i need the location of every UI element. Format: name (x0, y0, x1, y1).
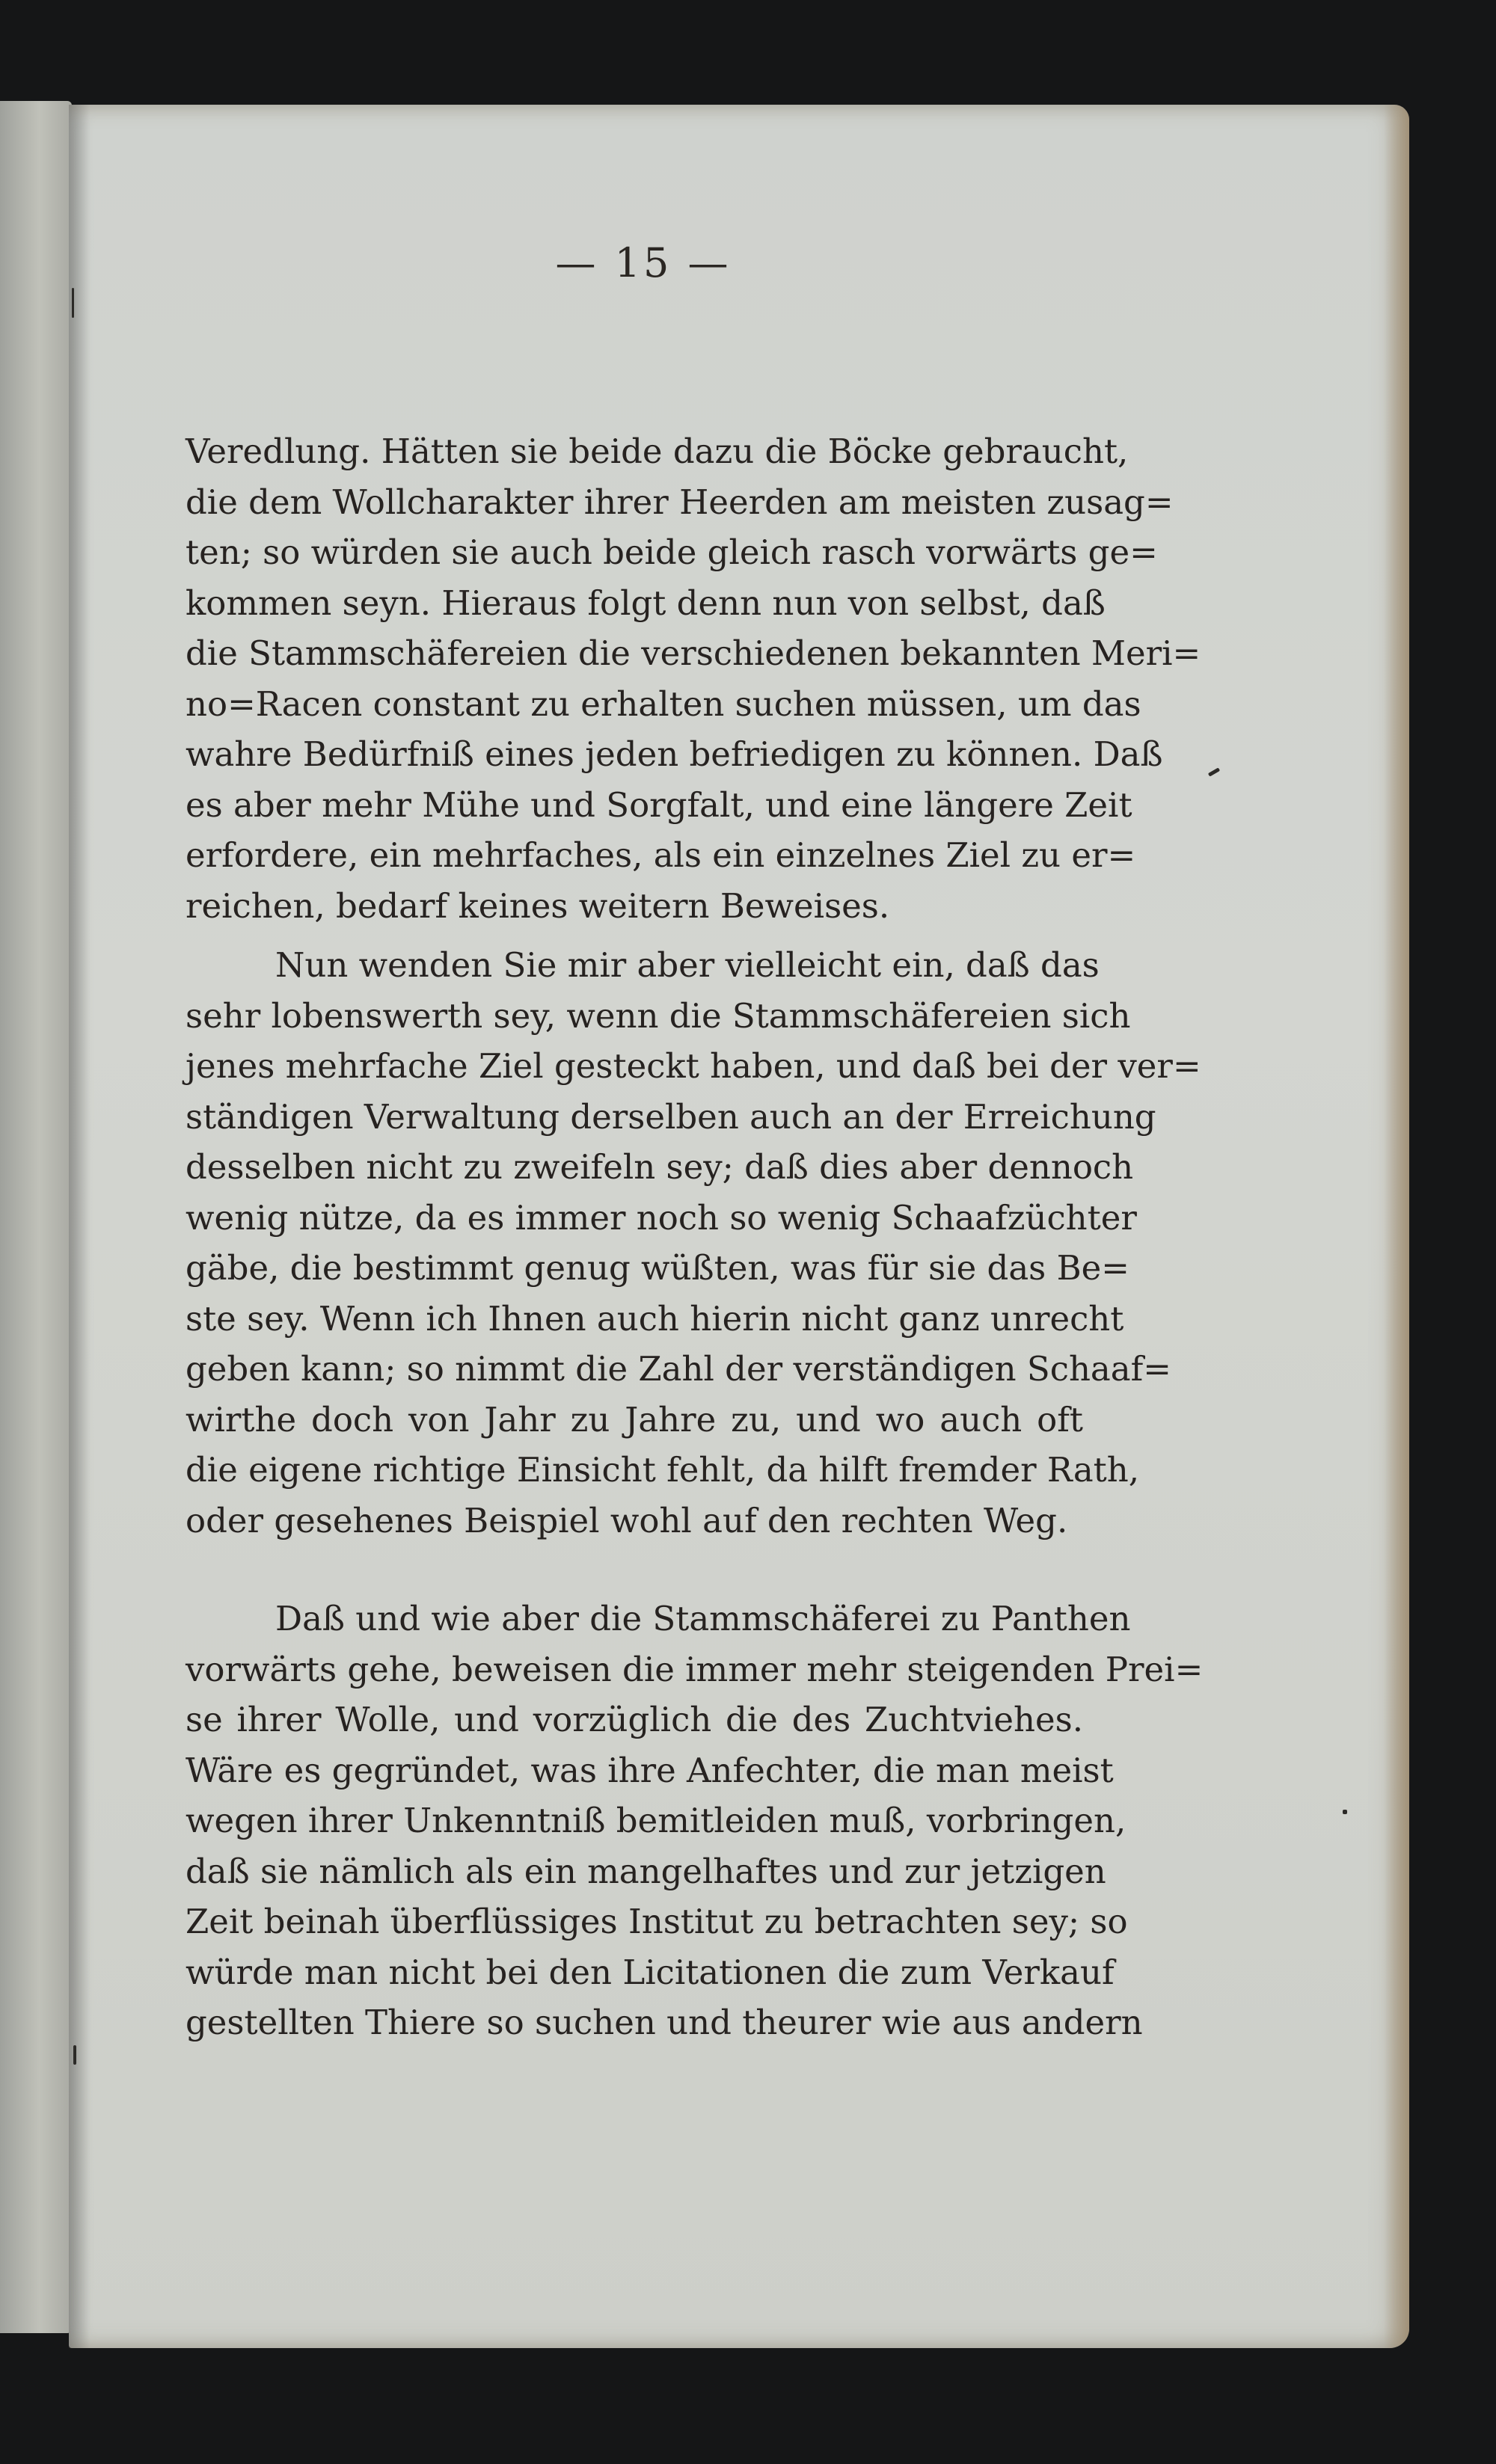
text-line: Veredlung. Hätten sie beide dazu die Böcke gebraucht, (186, 431, 1129, 471)
paragraph-3 (186, 1594, 1204, 2048)
text-line: no=Racen constant zu erhalten suchen müssen, um das (186, 683, 1141, 724)
text-line: erfordere, ein mehrfaches, als ein einzelnes Ziel zu er= (186, 835, 1136, 875)
ink-speck (72, 288, 74, 318)
text-line: gestellten Thiere so suchen und theurer wie aus andern (186, 2003, 1143, 2042)
text-line: gäbe, die bestimmt genug wüßten, was für sie das Be= (186, 1248, 1129, 1288)
body-text (186, 426, 1204, 2048)
text-line: wirthe doch von Jahr zu Jahre zu, und wo auch oft (186, 1399, 1083, 1440)
page-number-header: — 15 — (555, 239, 732, 286)
paragraph-spacer (186, 1546, 1083, 1594)
text-line: vorwärts gehe, beweisen die immer mehr steigenden Prei= (186, 1649, 1204, 1689)
text-line: die dem Wollcharakter ihrer Heerden am meisten zusag= (186, 482, 1174, 522)
text-line: daß sie nämlich als ein mangelhaftes und zur jetzigen (186, 1851, 1106, 1891)
text-line: würde man nicht bei den Licitationen die zum Verkauf (186, 1952, 1115, 1992)
text-line: desselben nicht zu zweifeln sey; daß dies aber dennoch (186, 1147, 1134, 1187)
text-line: reichen, bedarf keines weitern Beweises. (186, 885, 890, 926)
text-line: die eigene richtige Einsicht fehlt, da hilft fremder Rath, (186, 1450, 1140, 1490)
text-line: sehr lobenswerth sey, wenn die Stammschäfereien sich (186, 995, 1131, 1036)
gutter-shadow (69, 105, 90, 2348)
text-line: ten; so würden sie auch beide gleich rasch vorwärts ge= (186, 532, 1158, 572)
text-line: Zeit beinah überflüssiges Institut zu betrachten sey; so (186, 1902, 1128, 1941)
text-line: se ihrer Wolle, und vorzüglich die des Zuchtviehes. (186, 1700, 1083, 1739)
text-line: ständigen Verwaltung derselben auch an der Erreichung (186, 1096, 1156, 1137)
ink-speck (1343, 1810, 1347, 1814)
text-line: Wäre es gegründet, was ihre Anfechter, die man meist (186, 1750, 1114, 1790)
text-line: ste sey. Wenn ich Ihnen auch hierin nicht ganz unrecht (186, 1298, 1124, 1339)
text-line: oder gesehenes Beispiel wohl auf den rechten Weg. (186, 1500, 1068, 1540)
paragraph-spacer (186, 931, 1083, 940)
page-edge-discoloration (1384, 105, 1409, 2348)
text-line: Daß und wie aber die Stammschäferei zu Panthen (275, 1599, 1131, 1638)
facing-page-edge (0, 101, 72, 2333)
text-line: die Stammschäfereien die verschiedenen bekannten Meri= (186, 633, 1201, 673)
text-line: jenes mehrfache Ziel gesteckt haben, und daß bei der ver= (186, 1046, 1201, 1086)
text-line: es aber mehr Mühe und Sorgfalt, und eine längere Zeit (186, 784, 1132, 825)
text-line: wenig nütze, da es immer noch so wenig Schaafzüchter (186, 1197, 1137, 1238)
text-line: Nun wenden Sie mir aber vielleicht ein, daß das (275, 945, 1100, 985)
text-line: wegen ihrer Unkenntniß bemitleiden muß, vorbringen, (186, 1801, 1126, 1840)
text-line: kommen seyn. Hieraus folgt denn nun von selbst, daß (186, 583, 1106, 623)
paragraph-1 (186, 426, 1201, 931)
paragraph-2 (186, 940, 1201, 1546)
text-line: geben kann; so nimmt die Zahl der verständigen Schaaf= (186, 1349, 1171, 1389)
ink-speck (73, 2045, 76, 2065)
text-line: wahre Bedürfniß eines jeden befriedigen zu können. Daß (186, 734, 1163, 774)
